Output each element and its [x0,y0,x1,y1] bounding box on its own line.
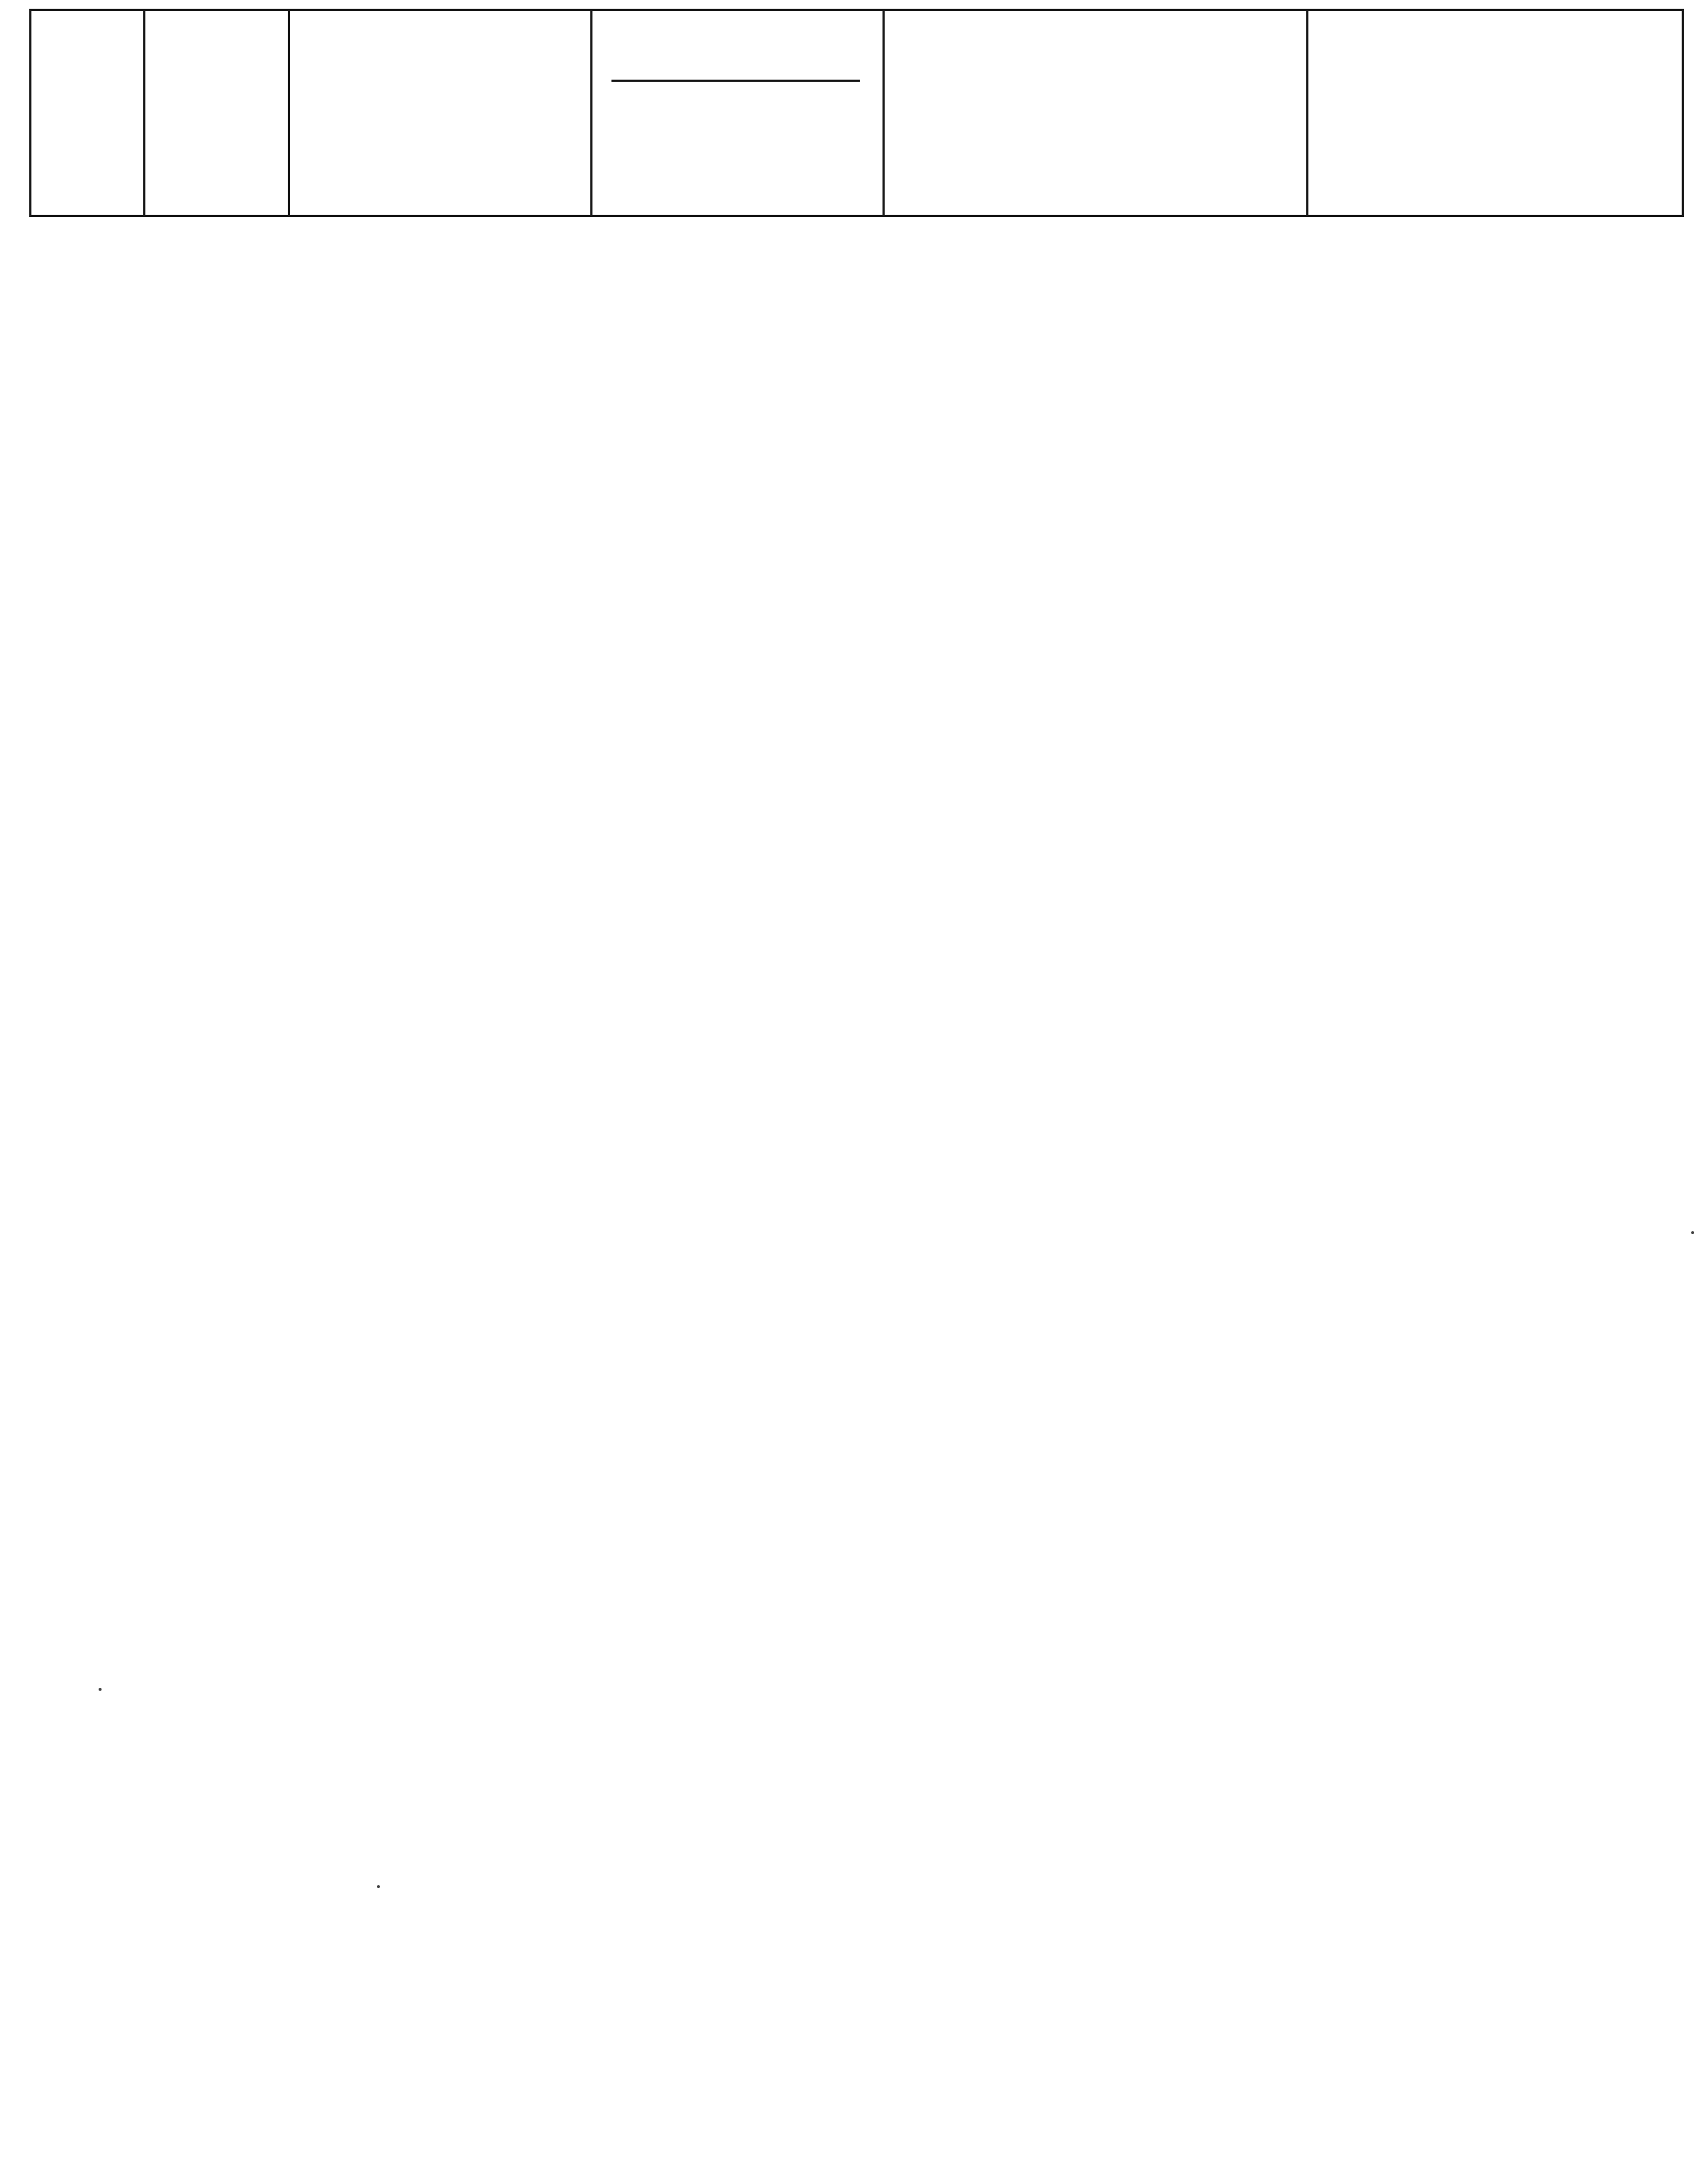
scan-speck [1691,1231,1694,1234]
scan-speck [377,1885,380,1888]
header-ciclo [31,10,145,216]
curriculum-table [29,9,1684,217]
header-descripcion [884,10,1308,216]
header-curso [145,10,289,216]
header-denominacion [289,10,592,216]
creditos-subheaders [611,195,789,223]
header-vinculacion [1308,10,1683,216]
scan-speck [99,1688,102,1691]
header-creditos [592,10,884,216]
header-row [31,10,1683,216]
creditos-anuales-label [611,74,860,82]
document-page [29,9,1682,217]
